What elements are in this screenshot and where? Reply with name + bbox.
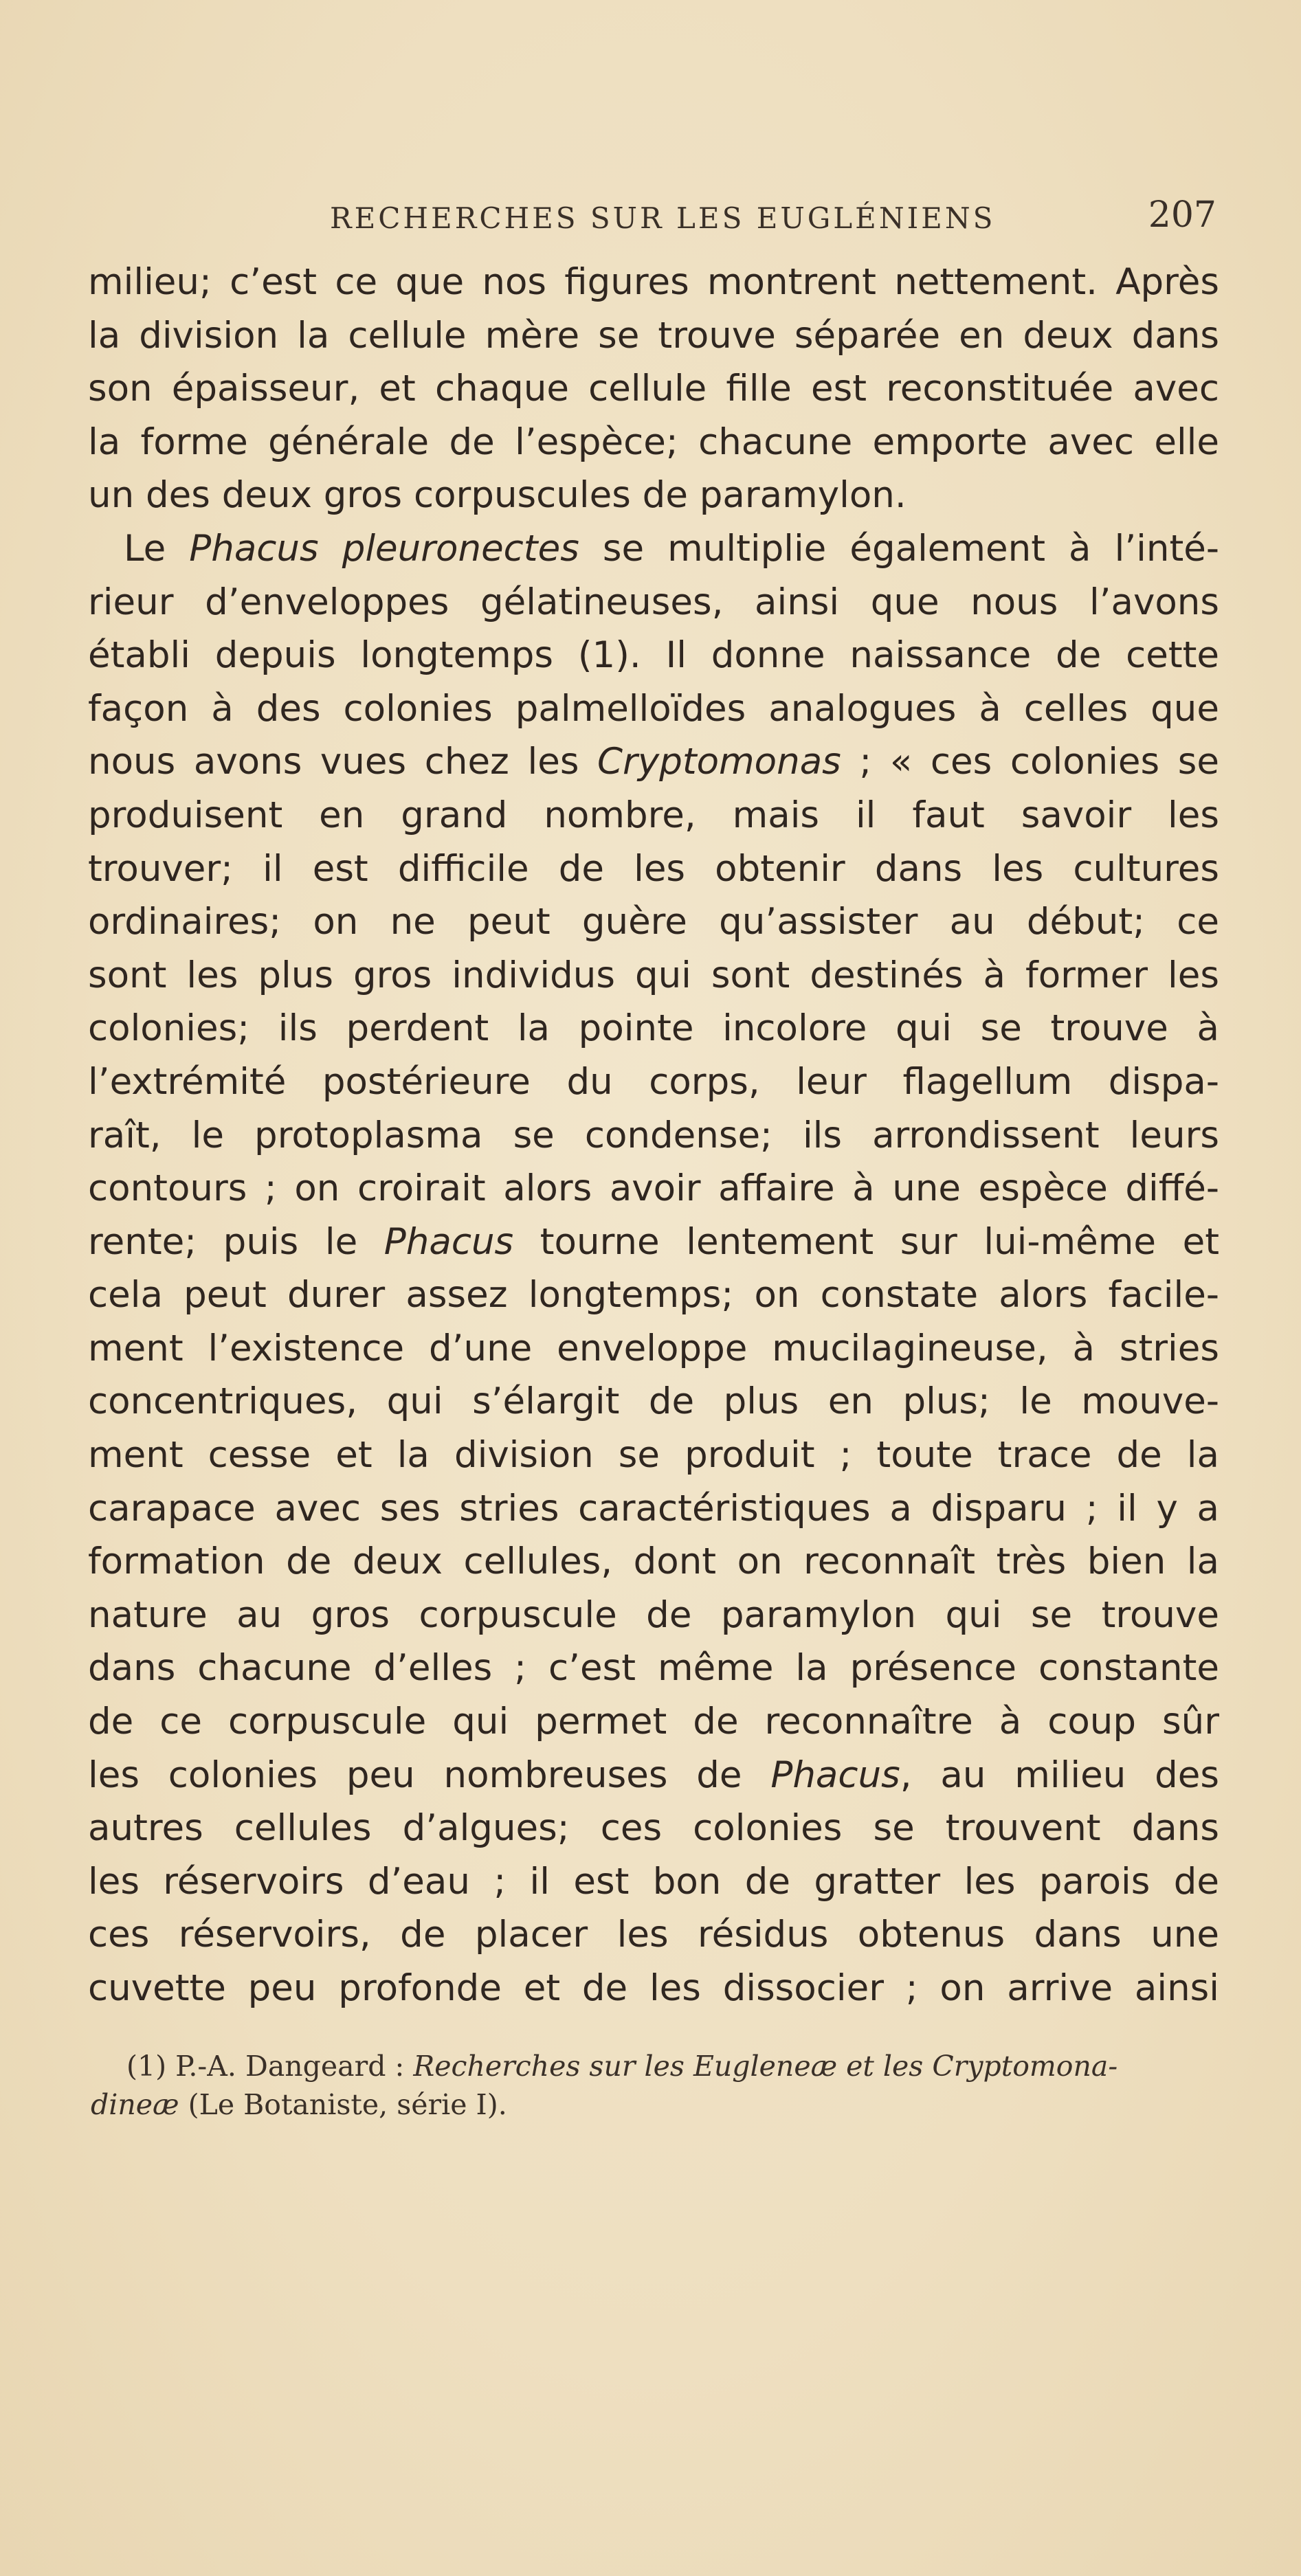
text-line [88,735,1219,789]
text-line [88,1642,1219,1695]
text-run: ces réservoirs, de placer les résidus obtenus dans une [88,1914,1219,1956]
text-run: trouver; il est difficile de les obtenir dans les cultures [88,847,1219,890]
text-line [88,1589,1219,1642]
text-run: sont les plus gros individus qui sont destinés à former les [88,954,1219,996]
text-line [88,895,1219,949]
text-run: produisent en grand nombre, mais il faut savoir les [88,794,1219,836]
text-run: cuvette peu profonde et de les dissocier ; on arrive ainsi [88,1967,1219,2009]
text-run: formation de deux cellules, dont on reconnaît très bien la [88,1541,1219,1583]
text-run: ment cesse et la division se produit ; toute trace de la [88,1434,1219,1477]
text-run: Le [124,527,190,570]
text-line [88,1322,1219,1376]
italic-text: Recherches sur les Eugleneæ et les Cryptomona- [413,2050,1118,2083]
text-line [88,309,1219,363]
text-run: se multiplie également à l’inté- [579,527,1219,570]
text-run: tourne lentement sur lui-même et [513,1220,1219,1263]
text-line [88,1375,1219,1429]
text-run: nature au gros corpuscule de paramylon qui se trouve [88,1593,1219,1636]
footnote-line [91,2047,1218,2085]
text-line [88,1855,1219,1909]
text-line [88,949,1219,1003]
text-line [88,469,1219,522]
text-run: concentriques, qui s’élargit de plus en plus; le mouve- [88,1380,1219,1423]
text-line [88,1055,1219,1109]
text-line [88,1908,1219,1962]
text-run: les colonies peu nombreuses de [88,1754,771,1796]
text-run: cela peut durer assez longtemps; on constate alors facile- [88,1274,1219,1317]
text-line [88,1162,1219,1216]
text-line [88,1002,1219,1055]
running-title: RECHERCHES SUR LES EUGLÉNIENS [330,201,996,235]
text-line [88,1749,1219,1802]
text-line [88,842,1219,896]
running-head [89,194,1216,243]
text-run: rente; puis le [88,1220,384,1263]
text-line [88,1962,1219,2015]
text-run: colonies; ils perdent la pointe incolore qui se trouve à [88,1007,1219,1050]
page-number: 207 [1148,194,1216,236]
text-line [88,576,1219,629]
text-line [88,789,1219,842]
text-run: la division la cellule mère se trouve séparée en deux dans [88,314,1219,357]
text-line [88,1695,1219,1749]
text-run: son épaisseur, et chaque cellule fille est reconstituée avec [88,368,1219,410]
text-line [88,1535,1219,1589]
text-run: établi depuis longtemps (1). Il donne naissance de cette [88,634,1219,677]
text-run: de ce corpuscule qui permet de reconnaître à coup sûr [88,1701,1219,1743]
text-line [88,1482,1219,1536]
text-line [88,1216,1219,1269]
text-run: la forme générale de l’espèce; chacune emporte avec elle [88,421,1219,463]
footnote-line [91,2085,1218,2124]
text-run: milieu; c’est ce que nos figures montrent nettement. Après [88,261,1219,303]
text-line [88,629,1219,682]
text-run: ; « ces colonies se [841,741,1219,783]
text-run: un des deux gros corpuscules de paramylon. [88,474,907,517]
text-run: façon à des colonies palmelloïdes analogues à celles que [88,687,1219,730]
text-line [88,1268,1219,1322]
text-line [88,256,1219,309]
text-run: l’extrémité postérieure du corps, leur flagellum dispa- [88,1060,1219,1103]
body-text [88,256,1219,2015]
text-run: les réservoirs d’eau ; il est bon de gratter les parois de [88,1860,1219,1903]
footnote [91,2047,1218,2124]
text-line [88,362,1219,416]
text-run: , au milieu des [900,1754,1219,1796]
italic-text: Cryptomonas [597,741,841,783]
text-line [88,1429,1219,1482]
text-line [88,682,1219,736]
text-run: ordinaires; on ne peut guère qu’assister au début; ce [88,901,1219,943]
text-run: contours ; on croirait alors avoir affaire à une espèce diffé- [88,1167,1219,1210]
text-run: (Le Botaniste, série I). [179,2088,507,2121]
italic-text: Phacus [383,1220,514,1263]
text-run: nous avons vues chez les [88,741,598,783]
text-run: carapace avec ses stries caractéristiques a disparu ; il y a [88,1487,1219,1530]
text-run: (1) P.-A. Dangeard : [126,2050,414,2083]
italic-text: Phacus [770,1754,900,1796]
text-run: rieur d’enveloppes gélatineuses, ainsi que nous l’avons [88,581,1219,623]
text-run: dans chacune d’elles ; c’est même la présence constante [88,1647,1219,1690]
text-line [88,1802,1219,1855]
italic-text: Phacus pleuronectes [189,527,579,570]
text-run: raît, le protoplasma se condense; ils arrondissent leurs [88,1114,1219,1156]
text-line [88,1109,1219,1163]
text-run: autres cellules d’algues; ces colonies se trouvent dans [88,1807,1219,1850]
italic-text: dineæ [91,2088,179,2121]
text-line [88,416,1219,469]
text-run: ment l’existence d’une enveloppe mucilagineuse, à stries [88,1327,1219,1369]
text-line [88,522,1219,576]
